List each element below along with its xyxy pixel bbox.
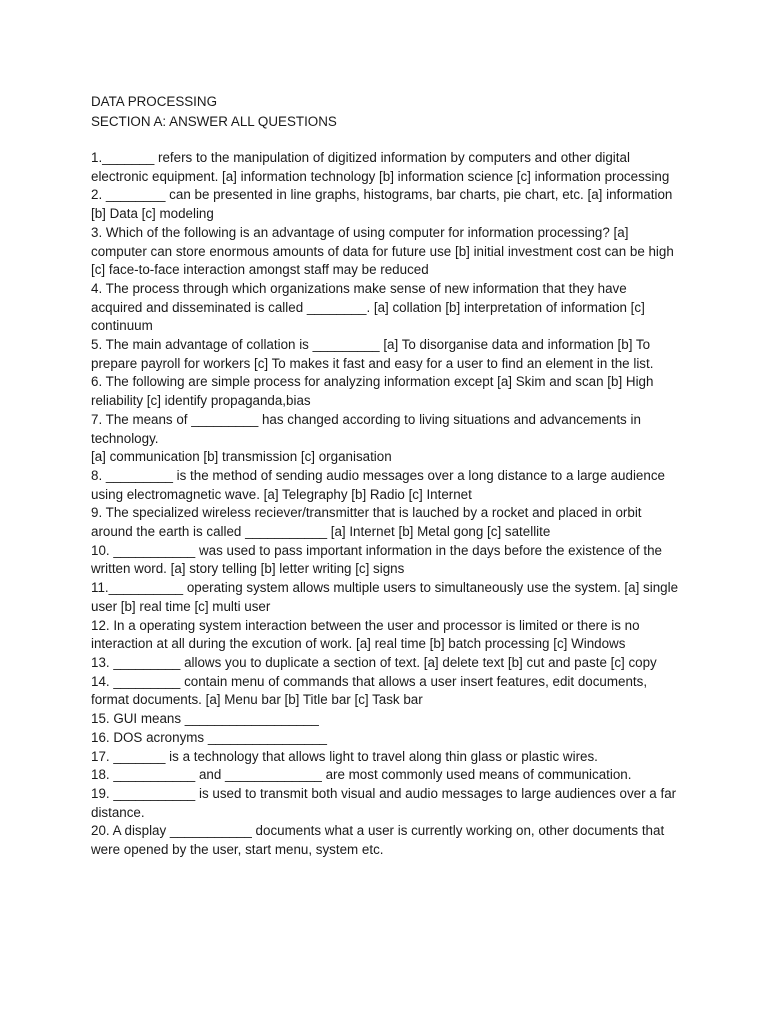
question-16: 16. DOS acronyms ________________ [91,729,327,745]
question-11: 11.__________ operating system allows multiple users to simultaneously use the system. [a] single user [b] real time [c] multi user [91,580,679,614]
section-heading: SECTION A: ANSWER ALL QUESTIONS [91,113,337,129]
question-list [91,149,681,860]
question-19: 19. ___________ is used to transmit both visual and audio messages to large audiences over a far distance. [91,785,677,820]
question-7 [91,411,681,467]
question-7-options: [a] communication [b] transmission [c] organisation [91,449,392,465]
document-title: DATA PROCESSING [91,94,217,109]
question-5: 5. The main advantage of collation is _________ [a] To disorganise data and information [b] To prepare payroll for workers [c] To makes it fast and easy for a user to find an element in the list. [91,337,654,371]
question-3: 3. Which of the following is an advantage of using computer for information processing? [a] computer can store enormous amounts of data for future use [b] initial investment cost can be high [c] face-to-face interaction amongst staff may be reduced [91,224,674,278]
question-2: 2. ________ can be presented in line graphs, histograms, bar charts, pie chart, etc. [a] information [b] Data [c] modeling [91,187,673,222]
question-12: 12. In a operating system interaction between the user and processor is limited or there is no interaction at all during the excution of work. [a] real time [b] batch processing [c] Windows [91,617,640,652]
question-17: 17. _______ is a technology that allows light to travel along thin glass or plastic wires. [91,748,598,764]
question-8: 8. _________ is the method of sending audio messages over a long distance to a large audience using electromagnetic wave. [a] Telegraphy [b] Radio [c] Internet [91,467,665,502]
document-page [91,92,681,860]
question-10: 10. ___________ was used to pass important information in the days before the existence of the written word. [a] story telling [b] letter writing [c] signs [91,542,662,577]
question-18: 18. ___________ and _____________ are most commonly used means of communication. [91,767,632,783]
question-6: 6. The following are simple process for analyzing information except [a] Skim and scan [b] High reliability [c] identify propaganda,bias [91,374,654,409]
section-spacer [91,131,681,149]
question-20: 20. A display ___________ documents what a user is currently working on, other documents that were opened by the user, start menu, system etc. [91,823,665,858]
question-1: 1._______ refers to the manipulation of digitized information by computers and other digital electronic equipment. [a] information technology [b] information science [c] information processing [91,150,670,184]
question-15: 15. GUI means __________________ [91,711,319,727]
question-4: 4. The process through which organizations make sense of new information that they have acquired and disseminated is called ________. [a] collation [b] interpretation of information [c] continuum [91,280,645,334]
question-9: 9. The specialized wireless reciever/transmitter that is lauched by a rocket and placed in orbit around the earth is called ___________ [a] Internet [b] Metal gong [c] satellite [91,505,642,540]
question-7-text: 7. The means of _________ has changed according to living situations and advancements in technology. [91,411,641,446]
question-14: 14. _________ contain menu of commands that allows a user insert features, edit documents, format documents. [a] Menu bar [b] Title bar [c] Task bar [91,673,648,708]
question-13: 13. _________ allows you to duplicate a section of text. [a] delete text [b] cut and paste [c] copy [91,654,657,670]
